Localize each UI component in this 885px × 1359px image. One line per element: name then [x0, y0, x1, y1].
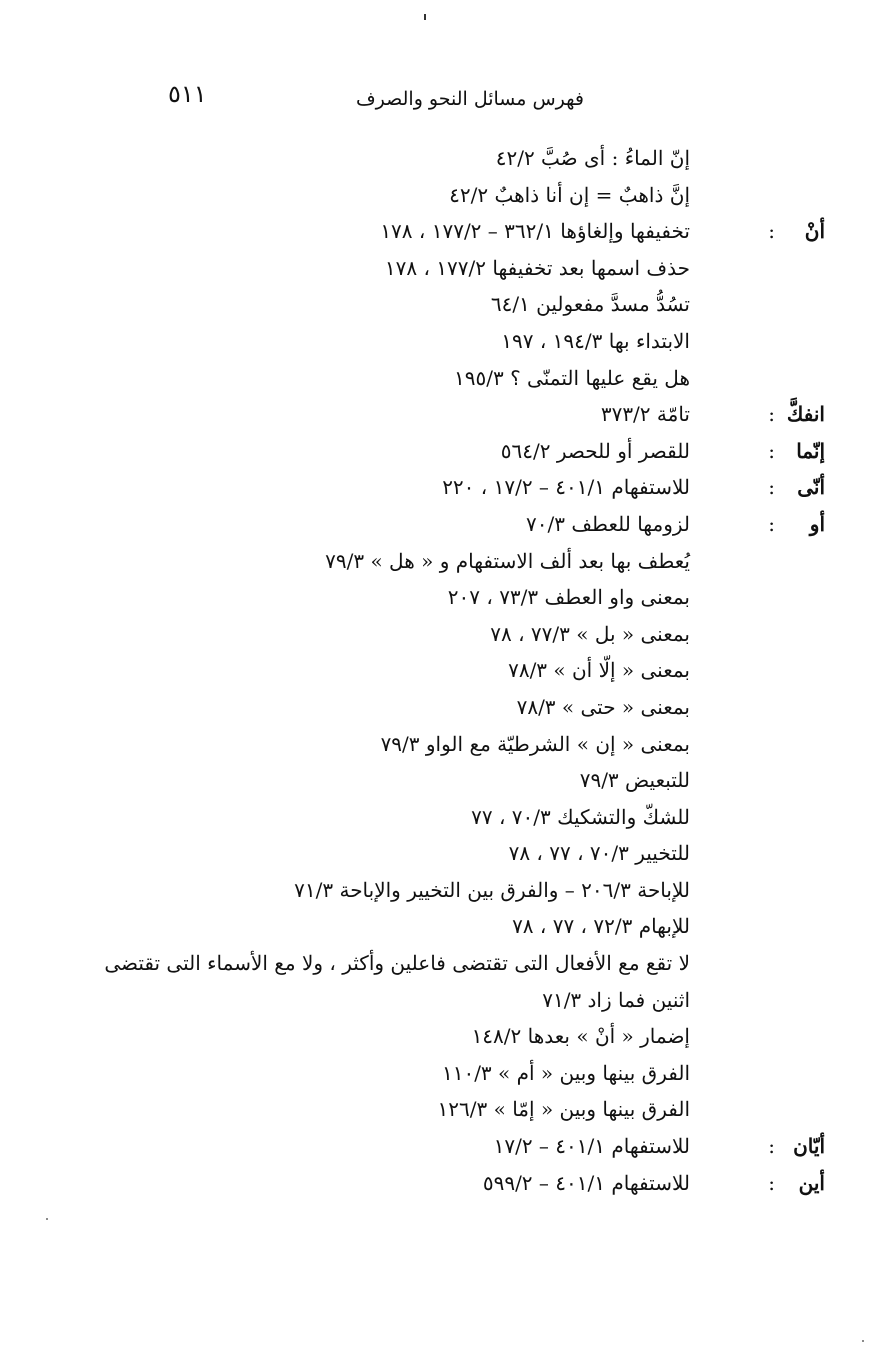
index-row — [120, 1091, 825, 1128]
index-row — [120, 543, 825, 580]
headword: أنّى — [797, 475, 825, 500]
entry-text: للتخيير ٧٠/٣ ، ٧٧ ، ٧٨ — [508, 841, 690, 866]
index-entries — [104, 140, 825, 1201]
headword: أيّان — [793, 1134, 825, 1159]
page-speck — [46, 1218, 48, 1220]
headword: انفكَّ — [786, 402, 825, 427]
entry-text: بمعنى « إلّا أن » ٧٨/٣ — [508, 658, 690, 683]
headword-colon: : — [768, 511, 775, 536]
index-row — [104, 945, 825, 982]
entry-text: اثنين فما زاد ٧١/٣ — [542, 987, 690, 1012]
entry-text: إنّ الماءُ : أى صُبَّ ٤٢/٢ — [495, 146, 690, 170]
entry-text: إضمار « أنْ » بعدها ١٤٨/٢ — [471, 1024, 690, 1049]
headword: إنّما — [796, 438, 825, 463]
entry-text: هل يقع عليها التمنّى ؟ ١٩٥/٣ — [454, 365, 690, 390]
headword-colon: : — [768, 438, 775, 463]
headword-colon: : — [768, 1170, 775, 1195]
entry-text: لا تقع مع الأفعال التى تقتضى فاعلين وأكثر ، ولا مع الأسماء التى تقتضى — [104, 951, 690, 976]
headword-colon: : — [768, 219, 775, 244]
index-row — [120, 213, 825, 250]
entry-text: تامّة ٣٧٣/٢ — [600, 402, 690, 427]
page-number: ٥١١ — [168, 80, 207, 108]
index-row — [120, 982, 825, 1019]
index-row — [120, 689, 825, 726]
entry-text: يُعطف بها بعد ألف الاستفهام و « هل » ٧٩/٣ — [325, 548, 690, 573]
headword-colon: : — [768, 1134, 775, 1159]
entry-text: بمعنى « إن » الشرطيّة مع الواو ٧٩/٣ — [380, 731, 690, 756]
entry-text: الابتداء بها ١٩٤/٣ ، ١٩٧ — [501, 328, 690, 353]
index-row — [120, 1055, 825, 1092]
index-row — [120, 250, 825, 287]
entry-text: للإبهام ٧٢/٣ ، ٧٧ ، ٧٨ — [512, 914, 690, 939]
index-row — [120, 140, 825, 177]
entry-text: لزومها للعطف ٧٠/٣ — [526, 511, 690, 536]
index-row — [120, 872, 825, 909]
index-row — [120, 726, 825, 763]
index-row — [120, 616, 825, 653]
top-mark — [424, 14, 426, 20]
entry-text: بمعنى « بل » ٧٧/٣ ، ٧٨ — [490, 621, 690, 646]
entry-text: بمعنى واو العطف ٧٣/٣ ، ٢٠٧ — [447, 585, 690, 610]
index-row — [120, 433, 825, 470]
entry-text: للشكّ والتشكيك ٧٠/٣ ، ٧٧ — [471, 804, 690, 829]
entry-text: تخفيفها وإلغاؤها ٣٦٢/١ – ١٧٧/٢ ، ١٧٨ — [380, 219, 690, 244]
headword: أين — [798, 1170, 825, 1195]
index-row — [120, 762, 825, 799]
entry-text: الفرق بينها وبين « أم » ١١٠/٣ — [441, 1060, 690, 1085]
entry-text: إنَّ ذاهبٌ = إن أنا ذاهبٌ ٤٢/٢ — [449, 182, 690, 207]
index-row — [120, 506, 825, 543]
index-row — [120, 396, 825, 433]
index-row — [120, 323, 825, 360]
index-row — [120, 286, 825, 323]
headword-colon: : — [768, 402, 775, 427]
index-row — [120, 799, 825, 836]
index-row — [120, 1128, 825, 1165]
index-row — [120, 469, 825, 506]
index-row — [120, 835, 825, 872]
entry-text: الفرق بينها وبين « إمّا » ١٢٦/٣ — [437, 1097, 690, 1122]
index-row — [120, 177, 825, 214]
entry-text: للاستفهام ٤٠١/١ – ٥٩٩/٢ — [482, 1170, 690, 1195]
page-speck — [862, 1340, 864, 1342]
entry-text: للإباحة ٢٠٦/٣ – والفرق بين التخيير والإباحة ٧١/٣ — [294, 877, 690, 902]
entry-text: للاستفهام ٤٠١/١ – ١٧/٢ ، ٢٢٠ — [442, 475, 690, 500]
index-row — [120, 579, 825, 616]
index-row — [120, 1165, 825, 1202]
index-row — [120, 652, 825, 689]
entry-text: للاستفهام ٤٠١/١ – ١٧/٢ — [493, 1134, 690, 1159]
headword-colon: : — [768, 475, 775, 500]
entry-text: للتبعيض ٧٩/٣ — [579, 768, 690, 793]
index-row — [120, 1018, 825, 1055]
entry-text: للقصر أو للحصر ٥٦٤/٢ — [500, 438, 690, 463]
headword: أو — [809, 511, 825, 536]
entry-text: تسُدُّ مسدَّ مفعولين ٦٤/١ — [490, 292, 690, 317]
entry-text: بمعنى « حتى » ٧٨/٣ — [516, 694, 690, 719]
page-header-title: فهرس مسائل النحو والصرف — [355, 88, 584, 110]
index-row — [120, 908, 825, 945]
index-row — [120, 360, 825, 397]
entry-text: حذف اسمها بعد تخفيفها ١٧٧/٢ ، ١٧٨ — [384, 255, 690, 280]
headword: أنْ — [804, 219, 825, 244]
